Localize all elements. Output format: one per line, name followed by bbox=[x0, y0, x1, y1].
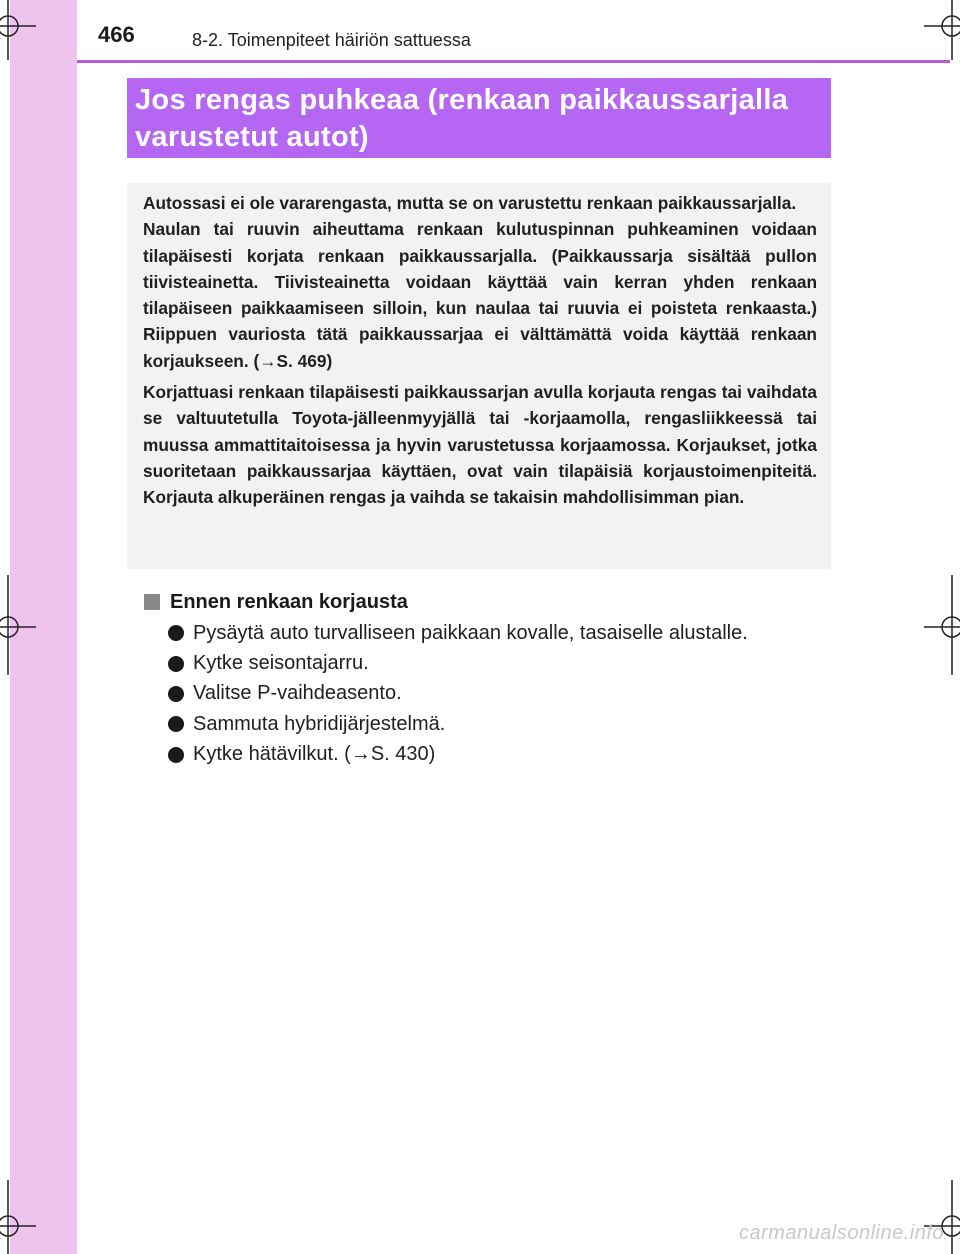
crop-mark-icon bbox=[920, 575, 960, 675]
list-item-text: Kytke hätävilkut. (→S. 430) bbox=[193, 743, 436, 766]
bullet-dot-icon bbox=[168, 716, 184, 732]
list-item-text: Kytke seisontajarru. bbox=[193, 652, 369, 675]
watermark: carmanualsonline.info bbox=[738, 1222, 944, 1244]
list-item-text: Pysäytä auto turvalliseen paikkaan kovalle, tasaiselle alustalle. bbox=[193, 621, 748, 644]
crop-mark-icon bbox=[0, 575, 40, 675]
chapter-title: 8-2. Toimenpiteet häiriön sattuessa bbox=[192, 30, 471, 50]
step-list bbox=[144, 618, 844, 770]
crop-mark-icon bbox=[0, 1180, 40, 1254]
info-box bbox=[127, 183, 831, 569]
bullet-dot-icon bbox=[168, 656, 184, 672]
subsection-before-repair bbox=[144, 588, 844, 770]
subsection-heading: Ennen renkaan korjausta bbox=[170, 590, 408, 613]
page-number: 466 bbox=[98, 22, 135, 47]
crop-mark-icon bbox=[920, 0, 960, 60]
list-item bbox=[144, 618, 844, 648]
list-item bbox=[144, 740, 844, 770]
section-banner bbox=[127, 78, 831, 158]
subsection-heading-row bbox=[144, 588, 844, 616]
info-paragraph: Naulan tai ruuvin aiheuttama renkaan kulutuspinnan puhkeaminen voidaan tilapäisesti korjata renkaan paikkaussarjalla. (Paikkaussarja sisältää pullon tiivisteainetta. Tiivisteainetta voidaan käyttää vain kerran yhden renkaan tilapäiseen paikkaamiseen silloin, kun naulaa tai ruuvia ei poisteta renkaasta.) Riippuen vauriosta tätä paikkaussarjaa ei välttämättä voida käyttää renkaan korjaukseen. (→S. 469) bbox=[143, 219, 817, 371]
list-item bbox=[144, 709, 844, 739]
list-item-text: Valitse P-vaihdeasento. bbox=[193, 682, 402, 705]
info-paragraph: Korjattuasi renkaan tilapäisesti paikkaussarjan avulla korjauta rengas tai vaihdata se valtuutetulla Toyota-jälleenmyyjällä tai -korjaamolla, rengasliikkeessä tai muussa ammattitaitoisessa ja hyvin varustetussa korjaamossa. Korjaukset, jotka suoritetaan paikkaussarjaa käyttäen, ovat vain tilapäisiä korjaustoimenpiteitä. Korjauta alkuperäinen rengas ja vaihda se takaisin mahdollisimman pian. bbox=[143, 382, 817, 508]
square-bullet-icon bbox=[144, 594, 160, 610]
bullet-dot-icon bbox=[168, 686, 184, 702]
list-item bbox=[144, 648, 844, 678]
header-rule bbox=[77, 60, 950, 63]
info-paragraph: Autossasi ei ole vararengasta, mutta se on varustettu renkaan paikkaussarjalla. bbox=[143, 193, 797, 213]
bullet-dot-icon bbox=[168, 747, 184, 763]
list-item-text: Sammuta hybridijärjestelmä. bbox=[193, 712, 446, 735]
crop-mark-icon bbox=[0, 0, 40, 60]
bullet-dot-icon bbox=[168, 625, 184, 641]
section-title: Jos rengas puhkeaa (renkaan paikkaussarjalla varustetut autot) bbox=[135, 84, 789, 153]
list-item bbox=[144, 679, 844, 709]
